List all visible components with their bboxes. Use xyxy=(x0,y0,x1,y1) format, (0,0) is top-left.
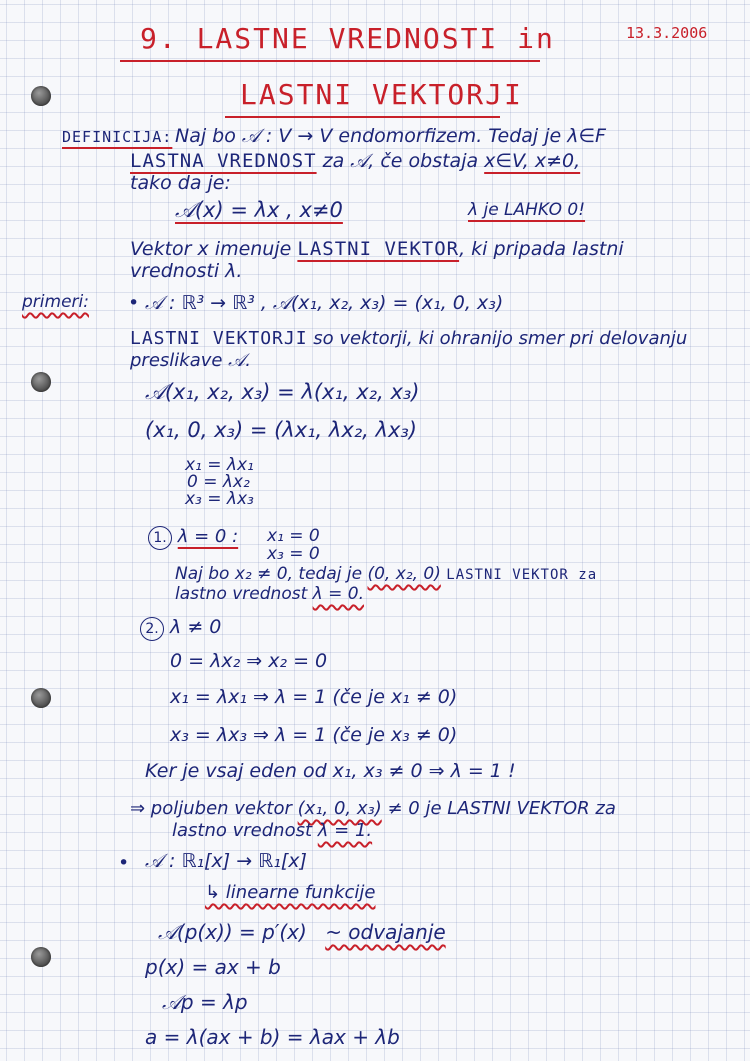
page-title-line2: LASTNI VEKTORJI xyxy=(240,78,523,111)
title-underline xyxy=(225,116,500,118)
derivative-note: ~ odvajanje xyxy=(325,920,446,944)
eigenvector-term: LASTNI VEKTOR xyxy=(297,238,460,260)
case2-eq1: 0 = λx₂ ⇒ x₂ = 0 xyxy=(170,650,328,672)
example1-text-line1: LASTNI VEKTORJI so vektorji, ki ohranijo smer pri delovanju xyxy=(130,328,688,349)
conclusion-line1: ⇒ poljuben vektor (x₁, 0, x₃) ≠ 0 je LASTNI VEKTOR za xyxy=(130,798,616,819)
date: 13.3.2006 xyxy=(626,24,708,42)
eigenvalue-term: LASTNA VREDNOST xyxy=(130,150,317,172)
binder-hole xyxy=(31,372,51,392)
example2-bullet: • xyxy=(118,852,130,874)
system-eq3: x₃ = λx₃ xyxy=(185,489,254,509)
binder-hole xyxy=(31,947,51,967)
conclusion-line2: lastno vrednost λ = 1. xyxy=(172,820,373,841)
definition-note: λ je LAHKO 0! xyxy=(468,200,586,220)
definition-equation: 𝒜(x) = λx , x≠0 xyxy=(175,198,343,222)
definition-line1: Naj bo 𝒜 : V → V endomorfizem. Tedaj je λ∈F xyxy=(175,125,606,147)
case2-note: Ker je vsaj eden od x₁, x₃ ≠ 0 ⇒ λ = 1 ! xyxy=(145,760,516,782)
case1-text-line1: Naj bo x₂ ≠ 0, tedaj je (0, x₂, 0) LASTNI VEKTOR za xyxy=(175,564,598,584)
system-eq1: x₁ = λx₁ xyxy=(185,455,254,475)
conclusion-value: λ = 1. xyxy=(317,820,373,841)
eigenvectors-term: LASTNI VEKTORJI xyxy=(130,328,308,349)
example2-eq1: 𝒜(p(x)) = p′(x) ~ odvajanje xyxy=(158,920,446,944)
example2-eq4: a = λ(ax + b) = λax + λb xyxy=(145,1025,400,1049)
example2-eq2: p(x) = ax + b xyxy=(145,955,281,979)
example1-map: 𝒜 : ℝ³ → ℝ³ , 𝒜(x₁, x₂, x₃) = (x₁, 0, x₃) xyxy=(145,292,504,314)
case1-text-line2: lastno vrednost λ = 0. xyxy=(175,584,364,604)
example2-eq3: 𝒜p = λp xyxy=(162,990,248,1014)
example1-eq2: (x₁, 0, x₃) = (λx₁, λx₂, λx₃) xyxy=(145,418,417,442)
title-underline xyxy=(120,60,540,62)
vector-def-line2: vrednosti λ. xyxy=(130,260,243,282)
case2-eq3: x₃ = λx₃ ⇒ λ = 1 (če je x₃ ≠ 0) xyxy=(170,724,458,746)
examples-label: primeri: xyxy=(22,292,89,312)
system-eq2: 0 = λx₂ xyxy=(187,472,250,492)
vector-def-line1: Vektor x imenuje LASTNI VEKTOR, ki pripada lastni xyxy=(130,238,624,260)
page-title-line1: 9. LASTNE VREDNOSTI in xyxy=(140,22,555,55)
case1-header xyxy=(148,526,238,550)
conclusion-vector: (x₁, 0, x₃) xyxy=(297,798,382,819)
case1-condition: λ = 0 : xyxy=(177,526,239,547)
case2-eq2: x₁ = λx₁ ⇒ λ = 1 (če je x₁ ≠ 0) xyxy=(170,686,458,708)
definition-label: DEFINICIJA: xyxy=(62,128,173,146)
case1-eq2: x₃ = 0 xyxy=(267,544,320,564)
case1-value: λ = 0. xyxy=(312,584,364,604)
case2-condition: λ ≠ 0 xyxy=(170,616,222,638)
definition-condition: x∈V, x≠0, xyxy=(484,150,581,172)
example1-eq1: 𝒜(x₁, x₂, x₃) = λ(x₁, x₂, x₃) xyxy=(145,380,420,404)
definition-line3: tako da je: xyxy=(130,172,231,194)
case2-number: 2. xyxy=(140,617,164,641)
binder-hole xyxy=(31,86,51,106)
binder-hole xyxy=(31,688,51,708)
definition-line2: LASTNA VREDNOST za 𝒜, če obstaja x∈V, x≠0, xyxy=(130,150,581,172)
example1-text-line2: preslikave 𝒜. xyxy=(130,350,251,371)
example2-map: 𝒜 : ℝ₁[x] → ℝ₁[x] xyxy=(145,850,307,872)
example2-subnote: ↳ linearne funkcije xyxy=(205,882,376,903)
case2-header xyxy=(140,616,221,641)
case1-number: 1. xyxy=(148,526,172,550)
case1-eq1: x₁ = 0 xyxy=(267,526,320,546)
case1-vector: (0, x₂, 0) xyxy=(367,564,441,584)
example1-bullet: • xyxy=(128,292,140,314)
